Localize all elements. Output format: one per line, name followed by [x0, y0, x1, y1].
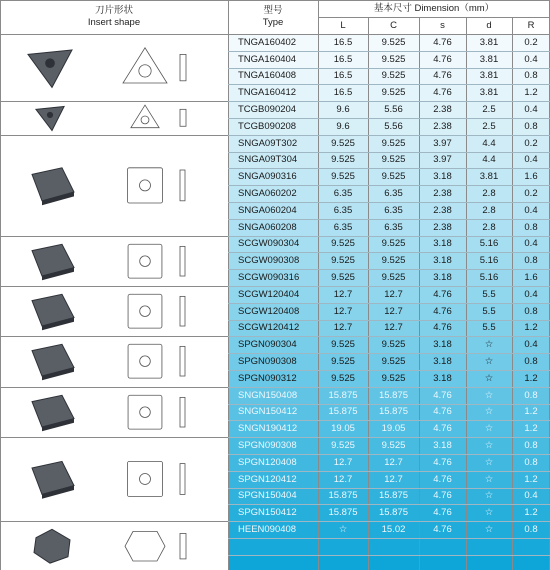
dimension-cell-s: 4.76 [433, 490, 452, 502]
square-insert-icon [0, 236, 228, 286]
dimension-cell-r: 1.2 [524, 87, 538, 99]
dimension-cell-d: ☆ [484, 372, 494, 384]
dimension-cell-r: 1.6 [524, 171, 538, 183]
grid-line [228, 135, 550, 136]
grid-line [228, 269, 550, 270]
type-cell: SCGW120404 [238, 288, 300, 300]
dimension-cell-s: 3.18 [433, 440, 452, 452]
type-cell: SCGW120408 [238, 305, 300, 317]
dimension-cell-d: ☆ [484, 524, 494, 536]
dimension-cell-d: 5.5 [482, 322, 496, 334]
dimension-cell-r: 1.2 [524, 322, 538, 334]
dimension-cell-l: 15.875 [328, 389, 358, 401]
grid-line [0, 336, 228, 337]
square-insert-icon [0, 286, 228, 336]
dimension-cell-d: ☆ [484, 507, 494, 519]
grid-line [228, 471, 550, 472]
dimension-cell-s: 4.76 [433, 507, 452, 519]
type-cell: SNGA09T302 [238, 137, 298, 149]
dimension-cell-s: 2.38 [433, 188, 452, 200]
type-header-cn: 型号 [263, 5, 283, 16]
dimension-cell-l: 9.6 [336, 120, 350, 132]
dimension-cell-d: 3.81 [479, 171, 499, 183]
dimension-cell-l: 15.875 [328, 507, 358, 519]
dimension-cell-c: 6.35 [384, 221, 403, 233]
dimension-cell-r: 0.8 [524, 389, 538, 401]
dimension-col-c: C [390, 19, 397, 31]
square-negative-insert-group [0, 387, 228, 437]
square-insert-icon [0, 135, 228, 236]
dimension-col-l: L [340, 19, 346, 31]
dimension-cell-l: 9.525 [331, 339, 355, 351]
grid-line [228, 504, 550, 505]
hexagon-insert-group [0, 521, 228, 570]
grid-line [0, 101, 228, 102]
dimension-cell-d: ☆ [484, 440, 494, 452]
dimension-cell-r: 0.8 [524, 305, 538, 317]
type-cell: SPGN090308 [238, 440, 297, 452]
dimension-cell-l: 12.7 [333, 322, 353, 334]
dimension-cell-d [466, 555, 512, 570]
dimension-cell-d: ☆ [484, 473, 494, 485]
dimension-cell-l: 9.525 [331, 171, 355, 183]
dimension-cell-d: 2.8 [482, 221, 496, 233]
grid-line [318, 17, 550, 18]
dimension-cell-c: 9.525 [381, 87, 406, 99]
grid-line [228, 202, 550, 203]
type-cell: SCGW090316 [238, 272, 300, 284]
grid-line [0, 387, 228, 388]
dimension-cell-r: 0.4 [524, 288, 538, 300]
type-header [228, 0, 318, 34]
dimension-cell-d: ☆ [484, 389, 494, 401]
dimension-cell-s: 4.76 [433, 322, 452, 334]
square-large-insert-group [0, 286, 228, 336]
grid-line [228, 252, 550, 253]
grid-line [228, 538, 550, 539]
dimension-cell-c: 15.875 [378, 406, 409, 418]
dimension-cell-r [512, 555, 550, 570]
dimension-cell-l: 6.35 [333, 204, 353, 216]
grid-line [0, 0, 550, 1]
grid-line [228, 521, 550, 522]
grid-line [0, 286, 228, 287]
type-cell: TNGA160404 [238, 53, 297, 65]
dimension-cell-r: 0.4 [524, 53, 538, 65]
grid-line [318, 0, 319, 570]
grid-line [228, 420, 550, 421]
type-header-en: Type [262, 17, 284, 28]
type-cell: TCGB090208 [238, 120, 297, 132]
dimension-cell-r: 0.8 [524, 221, 538, 233]
dimension-cell-r: 0.4 [524, 154, 538, 166]
dimension-cell-c [368, 538, 419, 555]
dimension-cell-l: 9.525 [331, 372, 355, 384]
type-cell: SCGW090308 [238, 255, 300, 267]
dimension-cell-c: 12.7 [384, 288, 403, 300]
dimension-cell-d: 2.5 [482, 104, 496, 116]
type-cell: SNGN150412 [238, 406, 298, 418]
dimension-cell-d: ☆ [484, 339, 494, 351]
dimension-cell-s: 3.97 [433, 154, 452, 166]
dimension-cell-l: 12.7 [333, 288, 353, 300]
grid-line [0, 521, 228, 522]
dimension-cell-l: ☆ [338, 524, 348, 536]
dimension-cell-r: 1.2 [524, 473, 538, 485]
type-cell: SPGN150404 [238, 490, 297, 502]
type-cell: SNGA09T304 [238, 154, 298, 166]
dimension-cell-r: 0.2 [524, 188, 538, 200]
dimension-cell-c: 9.525 [381, 238, 406, 250]
grid-line [228, 488, 550, 489]
dimension-cell-d: ☆ [484, 423, 494, 435]
dimension-cell-l: 15.875 [328, 490, 358, 502]
dimension-cell-d: 4.4 [482, 137, 496, 149]
dimension-header-title: 基本尺寸 Dimension（mm） [373, 2, 495, 14]
triangle-insert-icon [0, 34, 228, 101]
type-cell: SPGN150412 [238, 507, 297, 519]
dimension-cell-c: 6.35 [384, 204, 403, 216]
dimension-cell-s: 4.76 [433, 524, 452, 536]
dimension-cell-c: 9.525 [381, 372, 406, 384]
dimension-cell-s: 4.76 [433, 53, 452, 65]
dimension-cell-r: 0.8 [524, 356, 538, 368]
grid-line [228, 168, 550, 169]
type-cell: SPGN090304 [238, 339, 297, 351]
dimension-cell-c [368, 555, 419, 570]
dimension-cell-s: 4.76 [433, 456, 452, 468]
dimension-cell-s: 2.38 [433, 104, 452, 116]
dimension-cell-l: 12.7 [333, 473, 353, 485]
dimension-cell-s: 2.38 [433, 221, 452, 233]
dimension-cell-r: 0.4 [524, 490, 538, 502]
grid-line [228, 118, 550, 119]
dimension-cell-s: 4.76 [433, 389, 452, 401]
grid-line [228, 84, 550, 85]
dimension-cell-l: 9.525 [331, 137, 355, 149]
grid-line [228, 185, 550, 186]
dimension-cell-d: 4.4 [482, 154, 496, 166]
grid-line [228, 370, 550, 371]
dimension-cell-l: 16.5 [333, 53, 353, 65]
type-cell: SNGA060202 [238, 188, 297, 200]
dimension-cell-l: 9.525 [331, 272, 355, 284]
dimension-cell-d: 5.5 [482, 288, 496, 300]
dimension-cell-s: 2.38 [433, 204, 452, 216]
dimension-cell-c: 15.875 [378, 490, 409, 502]
dimension-cell-s: 3.97 [433, 137, 452, 149]
dimension-cell-d: 2.5 [482, 120, 496, 132]
dimension-cell-l: 16.5 [333, 70, 353, 82]
dimension-cell-d: 5.5 [482, 305, 496, 317]
dimension-cell-r: 1.2 [524, 406, 538, 418]
grid-line [0, 236, 228, 237]
type-cell: SPGN120408 [238, 456, 297, 468]
dimension-cell-d: 3.81 [479, 70, 499, 82]
insert-shape-header-en: Insert shape [87, 17, 141, 28]
dimension-cell-c: 9.525 [381, 70, 406, 82]
dimension-cell-d: ☆ [484, 356, 494, 368]
type-cell: SNGN190412 [238, 423, 298, 435]
dimension-cell-l: 12.7 [333, 305, 353, 317]
grid-line [228, 336, 550, 337]
grid-line [0, 135, 228, 136]
type-cell [228, 555, 318, 570]
dimension-cell-l: 16.5 [333, 87, 353, 99]
dimension-cell-c: 19.05 [381, 423, 406, 435]
square-flat-insert-group [0, 437, 228, 521]
type-cell: TNGA160402 [238, 36, 297, 48]
type-cell: TCGB090204 [238, 104, 297, 116]
dimension-cell-l: 12.7 [333, 456, 353, 468]
dimension-cell-d: ☆ [484, 406, 494, 418]
dimension-cell-c: 9.525 [381, 53, 406, 65]
grid-line [228, 437, 550, 438]
dimension-cell-r: 0.8 [524, 120, 538, 132]
dimension-cell-c: 9.525 [381, 154, 406, 166]
dimension-cell-l: 9.525 [331, 356, 355, 368]
dimension-cell-s: 3.18 [433, 272, 452, 284]
type-cell: SNGN150408 [238, 389, 298, 401]
grid-line [228, 353, 550, 354]
dimension-cell-s [419, 555, 466, 570]
grid-line [0, 437, 228, 438]
grid-line [228, 387, 550, 388]
dimension-cell-s: 4.76 [433, 473, 452, 485]
dimension-cell-c: 9.525 [381, 36, 406, 48]
dimension-cell-d: 5.16 [479, 272, 499, 284]
square-insert-icon [0, 437, 228, 521]
dimension-cell-d: 2.8 [482, 188, 496, 200]
dimension-cell-c: 9.525 [381, 339, 406, 351]
triangle-small-insert-group [0, 101, 228, 135]
dimension-cell-r: 0.8 [524, 70, 538, 82]
grid-line [228, 219, 550, 220]
hexagon-insert-icon [0, 521, 228, 570]
dimension-cell-s: 2.38 [433, 120, 452, 132]
dimension-cell-r: 1.6 [524, 272, 538, 284]
dimension-cell-r: 0.4 [524, 104, 538, 116]
dimension-cell-r: 0.4 [524, 238, 538, 250]
dimension-cell-r: 0.2 [524, 36, 538, 48]
grid-line [0, 34, 550, 35]
dimension-cell-c: 5.56 [384, 104, 403, 116]
dimension-cell-d: 3.81 [479, 36, 499, 48]
dimension-cell-c: 9.525 [381, 272, 406, 284]
type-cell: SPGN090312 [238, 372, 297, 384]
dimension-cell-d: 3.81 [479, 87, 499, 99]
triangle-insert-icon [0, 101, 228, 135]
dimension-cell-s: 3.18 [433, 255, 452, 267]
square-positive-insert-group [0, 336, 228, 386]
type-cell: SNGA060208 [238, 221, 297, 233]
grid-line [228, 0, 229, 570]
grid-line [228, 555, 550, 556]
grid-line [228, 320, 550, 321]
dimension-cell-c: 12.7 [384, 322, 403, 334]
insert-shape-header [0, 0, 228, 34]
dimension-cell-s: 3.18 [433, 372, 452, 384]
type-cell: TNGA160412 [238, 87, 297, 99]
grid-line [228, 303, 550, 304]
dimension-cell-c: 12.7 [384, 456, 403, 468]
type-cell: SCGW090304 [238, 238, 300, 250]
dimension-cell-r: 1.2 [524, 372, 538, 384]
dimension-cell-l [318, 538, 368, 555]
triangle-insert-group [0, 34, 228, 101]
dimension-cell-r: 1.2 [524, 507, 538, 519]
dimension-cell-l: 16.5 [333, 36, 353, 48]
dimension-cell-s: 4.76 [433, 70, 452, 82]
dimension-cell-r: 0.8 [524, 524, 538, 536]
dimension-cell-l: 9.525 [331, 154, 355, 166]
dimension-cell-l: 19.05 [331, 423, 355, 435]
type-cell: HEEN090408 [238, 524, 297, 536]
dimension-cell-d: 5.16 [479, 238, 499, 250]
dimension-cell-d: 2.8 [482, 204, 496, 216]
dimension-cell-c: 9.525 [381, 356, 406, 368]
dimension-cell-c: 15.875 [378, 507, 409, 519]
dimension-cell-r: 1.2 [524, 423, 538, 435]
dimension-cell-s: 4.76 [433, 288, 452, 300]
dimension-col-s: s [440, 19, 445, 31]
grid-line [0, 0, 1, 570]
dimension-cell-d [466, 538, 512, 555]
grid-line [228, 101, 550, 102]
dimension-cell-c: 6.35 [384, 188, 403, 200]
dimension-cell-s: 4.76 [433, 406, 452, 418]
square-insert-icon [0, 336, 228, 386]
square-chamfer-insert-group [0, 236, 228, 286]
dimension-cell-l: 9.6 [336, 104, 350, 116]
grid-line [228, 152, 550, 153]
dimension-cell-c: 5.56 [384, 120, 403, 132]
dimension-cell-d: 3.81 [479, 53, 499, 65]
square-insert-icon [0, 387, 228, 437]
grid-line [228, 404, 550, 405]
type-cell: SPGN090308 [238, 356, 297, 368]
dimension-cell-l: 9.525 [331, 440, 355, 452]
dimension-cell-c: 9.525 [381, 255, 406, 267]
dimension-cell-d: ☆ [484, 490, 494, 502]
dimension-cell-l: 6.35 [333, 188, 353, 200]
grid-line [228, 236, 550, 237]
dimension-cell-c: 9.525 [381, 137, 406, 149]
grid-line [228, 454, 550, 455]
type-cell: SNGA060204 [238, 204, 297, 216]
dimension-header [318, 0, 550, 17]
type-cell [228, 538, 318, 555]
dimension-cell-r: 0.8 [524, 255, 538, 267]
dimension-cell-c: 9.525 [381, 440, 406, 452]
grid-line [228, 68, 550, 69]
dimension-cell-r: 0.8 [524, 440, 538, 452]
type-cell: TNGA160408 [238, 70, 297, 82]
type-cell: SPGN120412 [238, 473, 297, 485]
dimension-cell-c: 15.02 [381, 524, 406, 536]
dimension-cell-s: 4.76 [433, 305, 452, 317]
grid-line [228, 51, 550, 52]
dimension-cell-c: 9.525 [381, 171, 406, 183]
dimension-cell-r: 0.4 [524, 339, 538, 351]
dimension-cell-s: 4.76 [433, 423, 452, 435]
dimension-cell-r: 0.8 [524, 456, 538, 468]
dimension-cell-r [512, 538, 550, 555]
dimension-cell-s: 3.18 [433, 339, 452, 351]
dimension-cell-c: 12.7 [384, 305, 403, 317]
insert-shape-header-cn: 刀片形状 [94, 5, 133, 16]
dimension-cell-l: 15.875 [328, 406, 358, 418]
dimension-cell-r: 0.2 [524, 137, 538, 149]
dimension-cell-d: ☆ [484, 456, 494, 468]
dimension-cell-c: 12.7 [384, 473, 403, 485]
dimension-cell-s: 3.18 [433, 171, 452, 183]
dimension-cell-r: 0.4 [524, 204, 538, 216]
dimension-cell-l: 9.525 [331, 255, 355, 267]
dimension-cell-s [419, 538, 466, 555]
dimension-cell-s: 4.76 [433, 36, 452, 48]
type-cell: SNGA090316 [238, 171, 297, 183]
type-cell: SCGW120412 [238, 322, 300, 334]
dimension-cell-l: 6.35 [333, 221, 353, 233]
dimension-cell-s: 3.18 [433, 238, 452, 250]
dimension-col-r: R [527, 19, 535, 31]
square-insert-group [0, 135, 228, 236]
dimension-cell-l [318, 555, 368, 570]
dimension-cell-l: 9.525 [331, 238, 355, 250]
grid-line [228, 286, 550, 287]
dimension-cell-s: 4.76 [433, 87, 452, 99]
dimension-cell-d: 5.16 [479, 255, 499, 267]
dimension-cell-s: 3.18 [433, 356, 452, 368]
dimension-col-d: d [486, 19, 492, 31]
dimension-cell-c: 15.875 [378, 389, 409, 401]
